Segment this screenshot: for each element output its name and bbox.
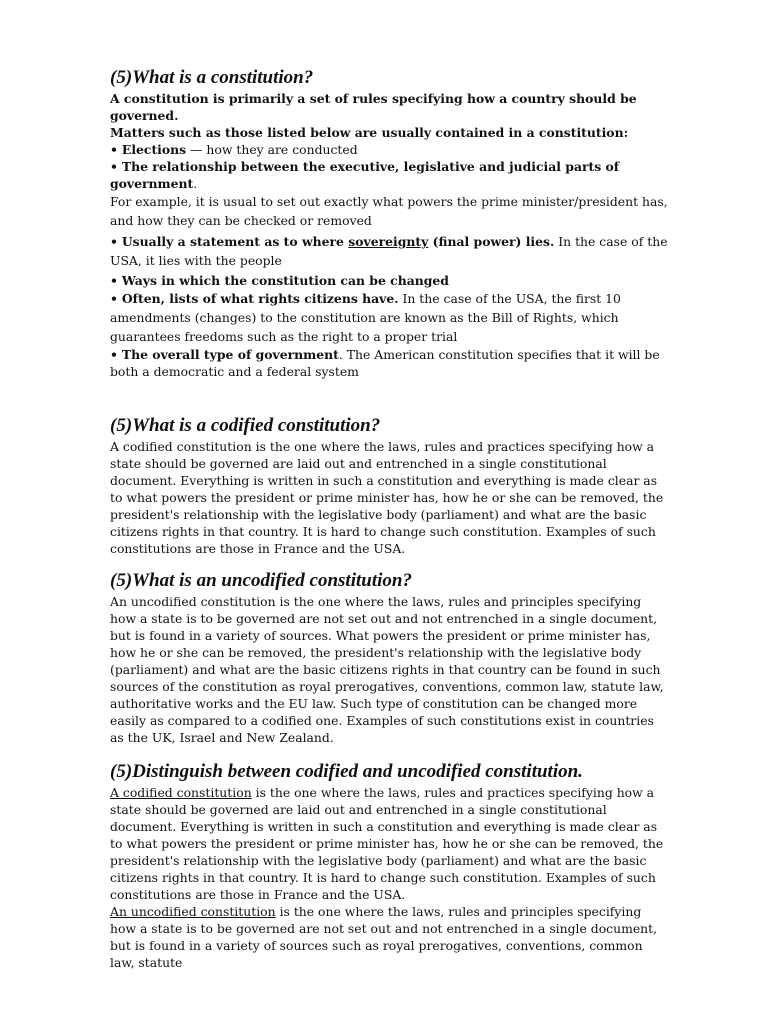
- document-page: [110, 66, 670, 971]
- uncodified-term: An uncodified constitution: [110, 904, 276, 919]
- codified-term: A codified constitution: [110, 785, 252, 800]
- bullet-relationship-bold: The relationship between the executive, legislative and judicial parts of government: [110, 159, 620, 191]
- bullet-rights-bold: Often, lists of what rights citizens have.: [121, 291, 399, 306]
- uncodified-body: An uncodified constitution is the one where the laws, rules and principles specifying how a state is to be governed are not set out and not entrenched in a single document, but is found in a variety of sources. What powers the president or prime minister has, how he or she can be removed, the president's relationship with the legislative body (parliament) and what are the basic citizens rights in that country can be found in such sources of the constitution as royal prerogatives, conventions, common law, statute law, authoritative works and the EU law. Such type of constitution can be changed more easily as compared to a codified one. Examples of such constitutions exist in countries as the UK, Israel and New Zealand.: [110, 594, 664, 745]
- bullet-sovereignty: [110, 232, 670, 270]
- bullet-changes-bold: Ways in which the constitution can be changed: [121, 273, 449, 288]
- bullet-government-type-bold: The overall type of government: [121, 347, 339, 362]
- bullet-government-type-rest: . The American constitution specifies that it will be both a democratic and a federal system: [110, 347, 660, 379]
- section-title-uncodified: (5)What is an uncodified constitution?: [110, 570, 412, 591]
- bullet-elections-bold: Elections: [121, 142, 187, 157]
- sovereignty-term: sovereignty: [348, 234, 429, 249]
- distinguish-uncodified: [110, 903, 670, 971]
- codified-body: A codified constitution is the one where the laws, rules and practices specifying how a state should be governed are laid out and entrenched in a single constitutional document. Everything is written in such a constitution and everything is made clear as to what powers the president or prime minister has, how he or she can be removed, the president's relationship with the legislative body (parliament) and what are the basic citizens rights in that country. It is hard to change such constitution. Examples of such constitutions are those in France and the USA.: [110, 439, 664, 556]
- bullet-sovereignty-bold-1: Usually a statement as to where: [121, 234, 349, 249]
- intro-line-2: Matters such as those listed below are usually contained in a constitution:: [110, 125, 629, 140]
- intro-line-1: A constitution is primarily a set of rules specifying how a country should be governed.: [110, 91, 637, 123]
- bullet-sovereignty-bold-2: (final power) lies.: [428, 234, 555, 249]
- section-title-codified: (5)What is a codified constitution?: [110, 415, 381, 436]
- distinguish-codified-rest: is the one where the laws, rules and practices specifying how a state should be governed are laid out and entrenched in a single constitutional document. Everything is written in such a constitution and everything is made clear as to what powers the president or prime minister has, how he or she can be removed, the president's relationship with the legislative body (parliament) and what are the basic citizens rights in that country. It is hard to change such constitution. Examples of such constitutions are those in France and the USA.: [110, 785, 664, 902]
- bullet-rights-rest: In the case of the USA, the first 10 amendments (changes) to the constitution are known as the Bill of Rights, which guarantees freedoms such as the right to a proper trial: [110, 291, 621, 344]
- distinguish-codified: [110, 784, 670, 903]
- section-title-distinguish: (5)Distinguish between codified and uncodified constitution.: [110, 761, 583, 782]
- bullet-relationship-text: For example, it is usual to set out exactly what powers the prime minister/president has, and how they can be checked or removed: [110, 194, 668, 228]
- bullet-sovereignty-rest: In the case of the USA, it lies with the people: [110, 234, 668, 268]
- bullet-changes: [110, 272, 670, 289]
- bullet-relationship: [110, 158, 670, 192]
- bullet-marker: •: [110, 159, 118, 174]
- section-title-constitution: (5)What is a constitution?: [110, 67, 314, 88]
- bullet-marker: •: [110, 273, 118, 288]
- bullet-relationship-dot: .: [193, 176, 198, 191]
- bullet-marker: •: [110, 234, 118, 249]
- bullet-marker: •: [110, 291, 118, 306]
- bullet-elections: [110, 141, 670, 158]
- bullet-elections-rest: — how they are conducted: [186, 142, 358, 157]
- bullet-marker: •: [110, 347, 118, 362]
- bullet-rights: [110, 289, 670, 346]
- bullet-marker: •: [110, 142, 118, 157]
- bullet-government-type: [110, 346, 670, 380]
- distinguish-uncodified-rest: is the one where the laws, rules and principles specifying how a state is to be governed are not set out and not entrenched in a single document, but is found in a variety of sources such as royal prerogatives, conventions, common law, statute: [110, 904, 658, 970]
